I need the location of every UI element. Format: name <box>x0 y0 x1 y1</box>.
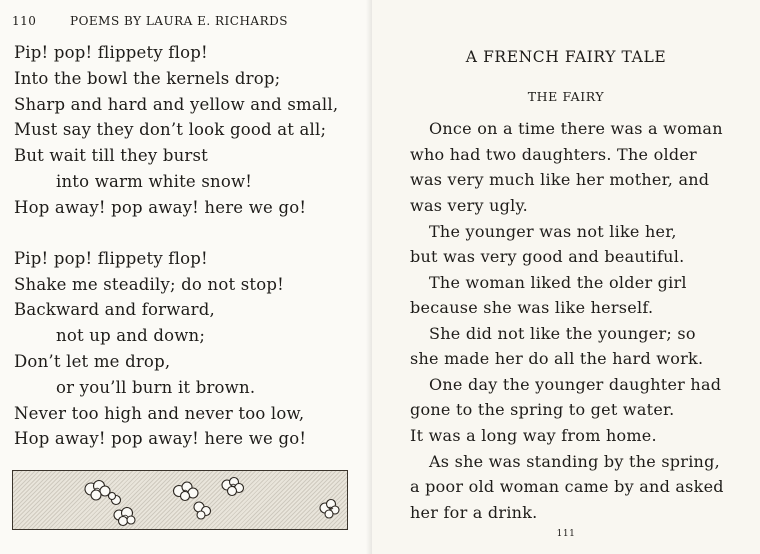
poem-line: Into the bowl the kernels drop; <box>14 69 281 88</box>
prose-line: a poor old woman came by and asked <box>410 477 724 496</box>
prose-line: who had two daughters. The older <box>410 145 697 164</box>
right-page <box>372 0 760 554</box>
poem-line: into warm white snow! <box>56 172 253 191</box>
poem-line: Hop away! pop away! here we go! <box>14 429 307 448</box>
poem-line: Pip! pop! flippety flop! <box>14 249 208 268</box>
poem-line: not up and down; <box>56 326 206 345</box>
prose-line: gone to the spring to get water. <box>410 400 675 419</box>
popcorn-illustration <box>13 471 349 531</box>
popcorn-kernel-icon <box>194 502 211 519</box>
left-page-number: 110 <box>12 14 37 28</box>
poem-line: Shake me steadily; do not stop! <box>14 275 284 294</box>
poem-line: Hop away! pop away! here we go! <box>14 198 307 217</box>
popcorn-kernel-icon <box>320 500 339 519</box>
running-head <box>12 14 288 28</box>
prose-line: As she was standing by the spring, <box>429 452 720 471</box>
prose-line: It was a long way from home. <box>410 426 657 445</box>
popcorn-kernel-icon <box>114 508 135 526</box>
popcorn-kernel-icon <box>85 481 110 501</box>
poem-line: Must say they don’t look good at all; <box>14 120 327 139</box>
prose-line: The younger was not like her, <box>429 222 677 241</box>
poem-line: Backward and forward, <box>14 300 215 319</box>
prose-line: One day the younger daughter had <box>429 375 722 394</box>
chapter-title: A FRENCH FAIRY TALE <box>465 48 667 66</box>
prose-line: she made her do all the hard work. <box>410 349 704 368</box>
left-page <box>0 0 372 554</box>
poem-line: Never too high and never too low, <box>14 404 305 423</box>
popcorn-border-icon <box>12 470 348 530</box>
right-page-number: 111 <box>556 529 576 539</box>
popcorn-kernel-icon <box>222 478 244 496</box>
prose-line: was very ugly. <box>410 196 528 215</box>
poem-line: But wait till they burst <box>14 146 209 165</box>
prose-line: She did not like the younger; so <box>429 324 696 343</box>
prose-line: was very much like her mother, and <box>410 170 710 189</box>
prose-line: The woman liked the older girl <box>429 273 687 292</box>
poem-line: Pip! pop! flippety flop! <box>14 43 208 62</box>
prose-line: her for a drink. <box>410 503 538 522</box>
poem-line: Don’t let me drop, <box>14 352 171 371</box>
popcorn-kernel-icon <box>174 482 199 501</box>
chapter-subtitle: THE FAIRY <box>527 89 605 104</box>
popcorn-kernel-icon <box>109 493 121 505</box>
poem-line: or you’ll burn it brown. <box>56 378 256 397</box>
prose-line: because she was like herself. <box>410 298 654 317</box>
prose-line: but was very good and beautiful. <box>410 247 685 266</box>
prose-line: Once on a time there was a woman <box>429 119 723 138</box>
running-head-title: POEMS BY LAURA E. RICHARDS <box>70 14 288 28</box>
poem-line: Sharp and hard and yellow and small, <box>14 95 339 114</box>
